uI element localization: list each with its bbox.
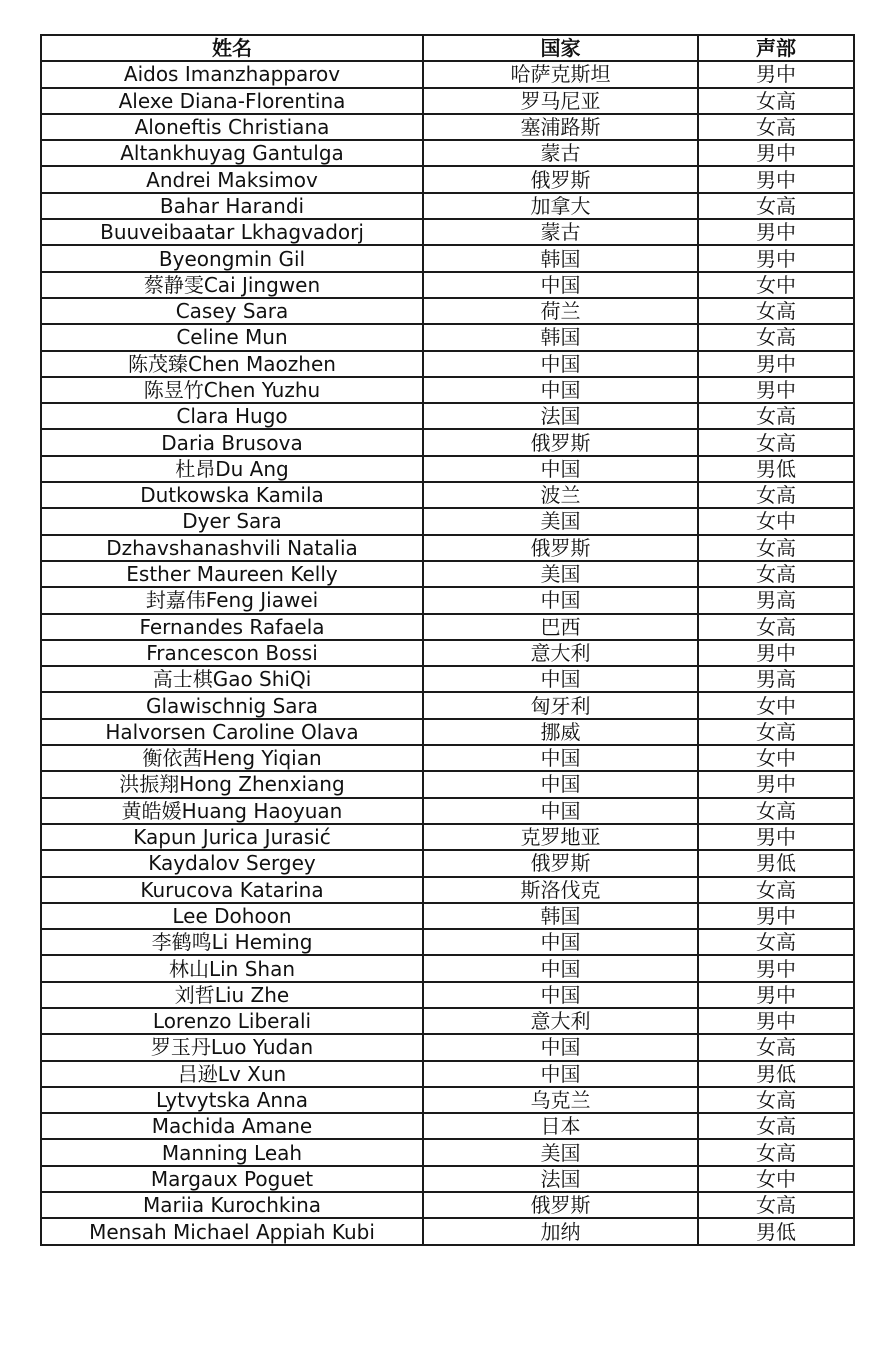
- cell-voice: 女高: [698, 1087, 854, 1113]
- cell-country: 克罗地亚: [423, 824, 698, 850]
- cell-name: 陈昱竹Chen Yuzhu: [41, 377, 423, 403]
- table-row: [41, 1139, 854, 1165]
- cell-name: Celine Mun: [41, 324, 423, 350]
- cell-country: 法国: [423, 403, 698, 429]
- cell-country: 中国: [423, 1061, 698, 1087]
- cell-name: 洪振翔Hong Zhenxiang: [41, 771, 423, 797]
- table-row: [41, 88, 854, 114]
- cell-name: 高士棋Gao ShiQi: [41, 666, 423, 692]
- table-row: [41, 219, 854, 245]
- cell-country: 中国: [423, 982, 698, 1008]
- cell-voice: 女高: [698, 1139, 854, 1165]
- cell-name: Daria Brusova: [41, 429, 423, 455]
- cell-country: 美国: [423, 561, 698, 587]
- table-row: [41, 561, 854, 587]
- cell-name: 衡依茜Heng Yiqian: [41, 745, 423, 771]
- cell-country: 匈牙利: [423, 692, 698, 718]
- cell-country: 加拿大: [423, 193, 698, 219]
- cell-name: Glawischnig Sara: [41, 692, 423, 718]
- table-row: [41, 482, 854, 508]
- cell-name: 刘哲Liu Zhe: [41, 982, 423, 1008]
- cell-name: Lytvytska Anna: [41, 1087, 423, 1113]
- cell-name: 林山Lin Shan: [41, 955, 423, 981]
- table-row: [41, 1192, 854, 1218]
- cell-voice: 女高: [698, 298, 854, 324]
- cell-voice: 男中: [698, 955, 854, 981]
- table-row: [41, 1061, 854, 1087]
- table-row: [41, 719, 854, 745]
- cell-name: Dutkowska Kamila: [41, 482, 423, 508]
- table-row: [41, 955, 854, 981]
- cell-name: 陈茂臻Chen Maozhen: [41, 351, 423, 377]
- table-row: [41, 403, 854, 429]
- cell-voice: 女高: [698, 798, 854, 824]
- table-row: [41, 114, 854, 140]
- cell-country: 中国: [423, 798, 698, 824]
- cell-voice: 男中: [698, 903, 854, 929]
- cell-voice: 女高: [698, 561, 854, 587]
- cell-name: Clara Hugo: [41, 403, 423, 429]
- cell-name: Dyer Sara: [41, 508, 423, 534]
- cell-name: Mensah Michael Appiah Kubi: [41, 1218, 423, 1244]
- cell-voice: 女中: [698, 508, 854, 534]
- cell-country: 意大利: [423, 1008, 698, 1034]
- table-row: [41, 1008, 854, 1034]
- cell-country: 中国: [423, 377, 698, 403]
- cell-voice: 女高: [698, 614, 854, 640]
- cell-country: 荷兰: [423, 298, 698, 324]
- table-row: [41, 982, 854, 1008]
- cell-voice: 女高: [698, 1113, 854, 1139]
- cell-country: 意大利: [423, 640, 698, 666]
- table-row: [41, 1218, 854, 1244]
- cell-country: 中国: [423, 272, 698, 298]
- cell-country: 俄罗斯: [423, 429, 698, 455]
- cell-country: 蒙古: [423, 140, 698, 166]
- table-row: [41, 324, 854, 350]
- cell-voice: 女高: [698, 403, 854, 429]
- cell-name: Andrei Maksimov: [41, 166, 423, 192]
- cell-name: Margaux Poguet: [41, 1166, 423, 1192]
- table-row: [41, 666, 854, 692]
- table-row: [41, 1034, 854, 1060]
- cell-name: Alexe Diana-Florentina: [41, 88, 423, 114]
- cell-name: Buuveibaatar Lkhagvadorj: [41, 219, 423, 245]
- cell-country: 俄罗斯: [423, 1192, 698, 1218]
- cell-country: 法国: [423, 1166, 698, 1192]
- cell-name: Casey Sara: [41, 298, 423, 324]
- cell-name: Lee Dohoon: [41, 903, 423, 929]
- cell-voice: 女高: [698, 429, 854, 455]
- table-row: [41, 1166, 854, 1192]
- table-row: [41, 587, 854, 613]
- roster-sheet: [40, 34, 853, 1246]
- cell-country: 中国: [423, 955, 698, 981]
- cell-voice: 男中: [698, 140, 854, 166]
- cell-name: Byeongmin Gil: [41, 245, 423, 271]
- cell-voice: 女高: [698, 1034, 854, 1060]
- cell-country: 韩国: [423, 903, 698, 929]
- cell-country: 乌克兰: [423, 1087, 698, 1113]
- cell-voice: 女高: [698, 482, 854, 508]
- roster-body: [41, 61, 854, 1244]
- table-row: [41, 692, 854, 718]
- table-row: [41, 456, 854, 482]
- cell-name: Aidos Imanzhapparov: [41, 61, 423, 87]
- cell-country: 美国: [423, 508, 698, 534]
- table-row: [41, 1113, 854, 1139]
- cell-name: Altankhuyag Gantulga: [41, 140, 423, 166]
- cell-voice: 女中: [698, 272, 854, 298]
- cell-voice: 男中: [698, 982, 854, 1008]
- cell-voice: 女高: [698, 193, 854, 219]
- cell-country: 塞浦路斯: [423, 114, 698, 140]
- cell-country: 美国: [423, 1139, 698, 1165]
- cell-voice: 男中: [698, 1008, 854, 1034]
- table-row: [41, 929, 854, 955]
- cell-country: 俄罗斯: [423, 850, 698, 876]
- table-row: [41, 771, 854, 797]
- cell-name: 蔡静雯Cai Jingwen: [41, 272, 423, 298]
- header-name: 姓名: [41, 35, 423, 61]
- table-row: [41, 798, 854, 824]
- cell-voice: 男中: [698, 824, 854, 850]
- cell-name: Halvorsen Caroline Olava: [41, 719, 423, 745]
- cell-voice: 女中: [698, 745, 854, 771]
- table-row: [41, 272, 854, 298]
- cell-name: Lorenzo Liberali: [41, 1008, 423, 1034]
- cell-voice: 男高: [698, 666, 854, 692]
- cell-voice: 男低: [698, 1061, 854, 1087]
- cell-voice: 男低: [698, 456, 854, 482]
- table-row: [41, 824, 854, 850]
- cell-country: 韩国: [423, 324, 698, 350]
- cell-name: 封嘉伟Feng Jiawei: [41, 587, 423, 613]
- cell-name: Esther Maureen Kelly: [41, 561, 423, 587]
- cell-voice: 男中: [698, 640, 854, 666]
- cell-voice: 女高: [698, 719, 854, 745]
- cell-voice: 女高: [698, 877, 854, 903]
- cell-country: 中国: [423, 587, 698, 613]
- cell-country: 日本: [423, 1113, 698, 1139]
- cell-country: 蒙古: [423, 219, 698, 245]
- cell-voice: 男中: [698, 245, 854, 271]
- table-row: [41, 245, 854, 271]
- table-row: [41, 535, 854, 561]
- cell-country: 波兰: [423, 482, 698, 508]
- cell-voice: 女高: [698, 114, 854, 140]
- cell-country: 中国: [423, 456, 698, 482]
- cell-country: 加纳: [423, 1218, 698, 1244]
- cell-voice: 男中: [698, 166, 854, 192]
- cell-voice: 男中: [698, 61, 854, 87]
- cell-voice: 男中: [698, 219, 854, 245]
- cell-name: Fernandes Rafaela: [41, 614, 423, 640]
- cell-voice: 女高: [698, 324, 854, 350]
- cell-country: 斯洛伐克: [423, 877, 698, 903]
- table-row: [41, 877, 854, 903]
- table-row: [41, 903, 854, 929]
- cell-name: Kapun Jurica Jurasić: [41, 824, 423, 850]
- cell-name: 李鹤鸣Li Heming: [41, 929, 423, 955]
- cell-country: 中国: [423, 929, 698, 955]
- table-row: [41, 377, 854, 403]
- cell-country: 俄罗斯: [423, 535, 698, 561]
- table-row: [41, 140, 854, 166]
- cell-voice: 男中: [698, 351, 854, 377]
- cell-voice: 女中: [698, 692, 854, 718]
- table-row: [41, 298, 854, 324]
- cell-country: 俄罗斯: [423, 166, 698, 192]
- cell-voice: 男中: [698, 377, 854, 403]
- cell-name: Francescon Bossi: [41, 640, 423, 666]
- cell-country: 哈萨克斯坦: [423, 61, 698, 87]
- cell-name: 吕逊Lv Xun: [41, 1061, 423, 1087]
- table-row: [41, 614, 854, 640]
- cell-voice: 男低: [698, 850, 854, 876]
- cell-country: 中国: [423, 745, 698, 771]
- cell-voice: 女中: [698, 1166, 854, 1192]
- cell-name: Kaydalov Sergey: [41, 850, 423, 876]
- table-row: [41, 745, 854, 771]
- cell-name: 罗玉丹Luo Yudan: [41, 1034, 423, 1060]
- cell-name: Dzhavshanashvili Natalia: [41, 535, 423, 561]
- cell-voice: 女高: [698, 1192, 854, 1218]
- table-row: [41, 351, 854, 377]
- table-row: [41, 1087, 854, 1113]
- roster-table: [40, 34, 855, 1246]
- cell-country: 韩国: [423, 245, 698, 271]
- cell-name: Mariia Kurochkina: [41, 1192, 423, 1218]
- table-row: [41, 640, 854, 666]
- cell-country: 中国: [423, 351, 698, 377]
- cell-name: Machida Amane: [41, 1113, 423, 1139]
- table-row: [41, 61, 854, 87]
- cell-voice: 男低: [698, 1218, 854, 1244]
- cell-name: Manning Leah: [41, 1139, 423, 1165]
- cell-name: Kurucova Katarina: [41, 877, 423, 903]
- header-country: 国家: [423, 35, 698, 61]
- cell-country: 巴西: [423, 614, 698, 640]
- cell-name: Aloneftis Christiana: [41, 114, 423, 140]
- cell-voice: 女高: [698, 535, 854, 561]
- cell-voice: 男高: [698, 587, 854, 613]
- cell-name: 黄皓媛Huang Haoyuan: [41, 798, 423, 824]
- table-row: [41, 429, 854, 455]
- cell-name: 杜昂Du Ang: [41, 456, 423, 482]
- cell-country: 挪威: [423, 719, 698, 745]
- cell-country: 罗马尼亚: [423, 88, 698, 114]
- cell-country: 中国: [423, 666, 698, 692]
- cell-voice: 女高: [698, 88, 854, 114]
- header-row: [41, 35, 854, 61]
- cell-voice: 女高: [698, 929, 854, 955]
- cell-country: 中国: [423, 1034, 698, 1060]
- table-row: [41, 166, 854, 192]
- cell-name: Bahar Harandi: [41, 193, 423, 219]
- table-row: [41, 193, 854, 219]
- cell-voice: 男中: [698, 771, 854, 797]
- table-row: [41, 850, 854, 876]
- cell-country: 中国: [423, 771, 698, 797]
- table-row: [41, 508, 854, 534]
- header-voice: 声部: [698, 35, 854, 61]
